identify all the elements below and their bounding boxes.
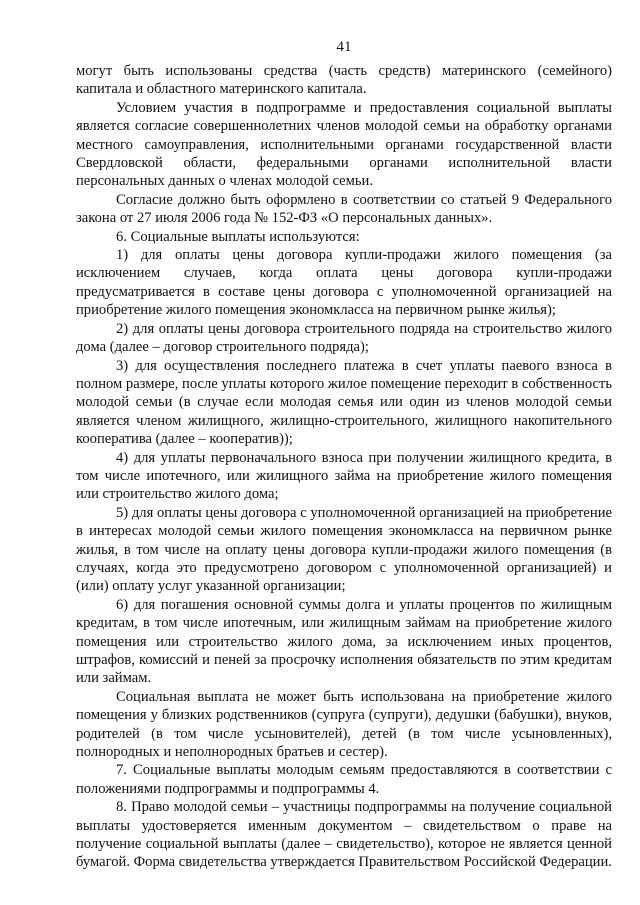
paragraph-continuation: могут быть использованы средства (часть средств) материнского (семейного) капитала и областного материнского капитала. (76, 63, 612, 98)
document-page (76, 38, 612, 872)
paragraph-subitem-3: 3) для осуществления последнего платежа в счет уплаты паевого взноса в полном размере, после уплаты которого жилое помещение переходит в собственность молодой семьи (в случае если молодая семья или один из членов молодой семьи является членом жилищного, жилищно-строительного, жилищного накопительного кооператива (далее – кооператив)); (76, 357, 612, 448)
paragraph-relatives-restriction: Социальная выплата не может быть использована на приобретение жилого помещения у близких родственников (супруга (супруги), дедушки (бабушки), внуков, родителей (в том числе усыновителей), детей (в том числе усыновленных), полнородных и неполнородных братьев и сестер). (76, 688, 612, 761)
paragraph-subitem-5: 5) для оплаты цены договора с уполномоченной организацией на приобретение в интересах молодой семьи жилого помещения экономкласса на первичном рынке жилья, в том числе на оплату цены договора купли-продажи жилого помещения (в случаях, когда это предусмотрено договором с уполномоченной организацией) и (или) оплату услуг указанной организации; (76, 504, 612, 595)
paragraph-item-8: 8. Право молодой семьи – участницы подпрограммы на получение социальной выплаты удостоверяется именным документом – свидетельством о праве на получение социальной выплаты (далее – свидетельство), которое не является ценной бумагой. Форма свидетельства утверждается Правительством Российской Федерации. (76, 799, 612, 871)
document-body (76, 62, 612, 872)
paragraph-item-7: 7. Социальные выплаты молодым семьям предоставляются в соответствии с положениями подпрограммы и подпрограммы 4. (76, 762, 612, 797)
page-number: 41 (336, 39, 352, 55)
paragraph-consent-form: Согласие должно быть оформлено в соответствии со статьей 9 Федерального закона от 27 июля 2006 года № 152-ФЗ «О персональных данных». (76, 191, 612, 227)
paragraph-consent-condition: Условием участия в подпрограмме и предоставления социальной выплаты является согласие совершеннолетних членов молодой семьи на обработку органами местного самоуправления, исполнительными органами государственной власти Свердловской области, федеральными органами исполнительной власти персональных данных о членах молодой семьи. (76, 99, 612, 190)
paragraph-item-6: 6. Социальные выплаты используются: (116, 228, 360, 245)
paragraph-subitem-1: 1) для оплаты цены договора купли-продажи жилого помещения (за исключением случаев, когда оплата цены договора купли-продажи предусматривается в составе цены договора с уполномоченной организацией на приобретение жилого помещения экономкласса на первичном рынке жилья); (76, 247, 612, 319)
paragraph-subitem-2: 2) для оплаты цены договора строительного подряда на строительство жилого дома (далее – договор строительного подряда); (76, 320, 612, 356)
paragraph-subitem-4: 4) для уплаты первоначального взноса при получении жилищного кредита, в том числе ипотечного, или жилищного займа на приобретение жилого помещения или строительство жилого дома; (76, 449, 612, 503)
paragraph-subitem-6: 6) для погашения основной суммы долга и уплаты процентов по жилищным кредитам, в том числе ипотечным, или жилищным займам на приобретение жилого помещения или строительство жилого дома, за исключением иных процентов, штрафов, комиссий и пеней за просрочку исполнения обязательств по этим кредитам или займам. (76, 596, 612, 687)
